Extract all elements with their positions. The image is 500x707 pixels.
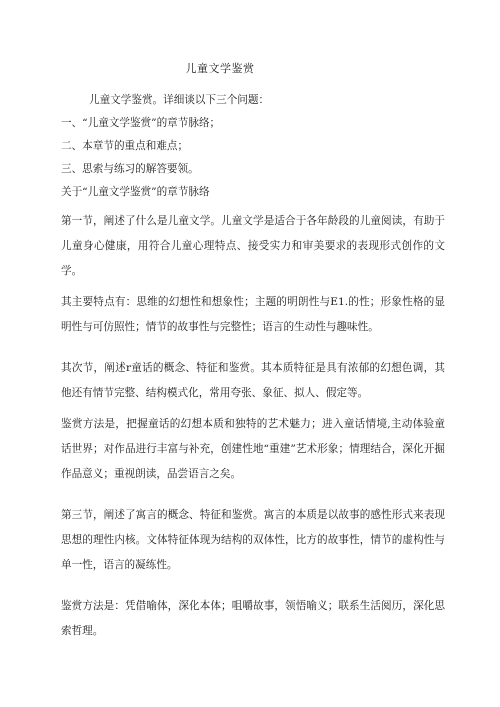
paragraph-section-2: 其次节，阐述r童话的概念、特征和鉴赏。其本质特征是具有浓郁的幻想色调，其他还有情节完整、结构模式化，常用夸张、象征、拟人、假定等。 [61, 361, 445, 399]
section-heading: 关于“儿童文学鉴赏”的章节脉络 [61, 185, 210, 198]
paragraph-section-3: 第三节，阐述了寓言的概念、特征和鉴赏。寓言的本质是以故事的感性形式来表现思想的理性内核。文体特征体现为结构的双体性，比方的故事性，情节的虚构性与单一性，语言的凝练性。 [61, 508, 445, 571]
paragraph-characteristics: 其主要特点有：思维的幻想性和想象性；主题的明朗性与E1.的性；形象性格的显明性与可仿照性；情节的故事性与完整性；语言的生动性与趣味性。 [61, 295, 445, 333]
paragraph-section-1: 第一节，阐述了什么是儿童文学。儿童文学是适合于各年龄段的儿童阅读，有助于儿童身心健康，用符合儿童心理特点、接受实力和审美要求的表现形式创作的文学。 [61, 214, 445, 277]
paragraph-fairy-tale-method: 鉴赏方法是，把握童话的幻想本质和独特的艺术魅力；进入童话情境,主动体验童话世界；对作品进行丰富与补充，创建性地“重建”艺术形象；情理结合，深化开掘作品意义；重视朗读，品尝语言之矣。 [61, 417, 445, 480]
list-item-3: 三、思索与练习的解答要领。 [61, 162, 199, 175]
paragraph-fable-method: 鉴赏方法是：凭借喻体，深化本体；咀嚼故事，领悟喻义；联系生活阅历，深化思索哲理。 [61, 599, 445, 637]
document-title: 儿童文学鉴赏 [185, 62, 255, 75]
list-item-2: 二、本章节的重点和难点； [61, 139, 189, 152]
list-item-1: 一、“儿童文学鉴赏”的章节脉络； [61, 116, 221, 129]
document-body [61, 92, 445, 650]
intro-line: 儿童文学鉴赏。详细谈以下三个问题： [89, 94, 270, 106]
